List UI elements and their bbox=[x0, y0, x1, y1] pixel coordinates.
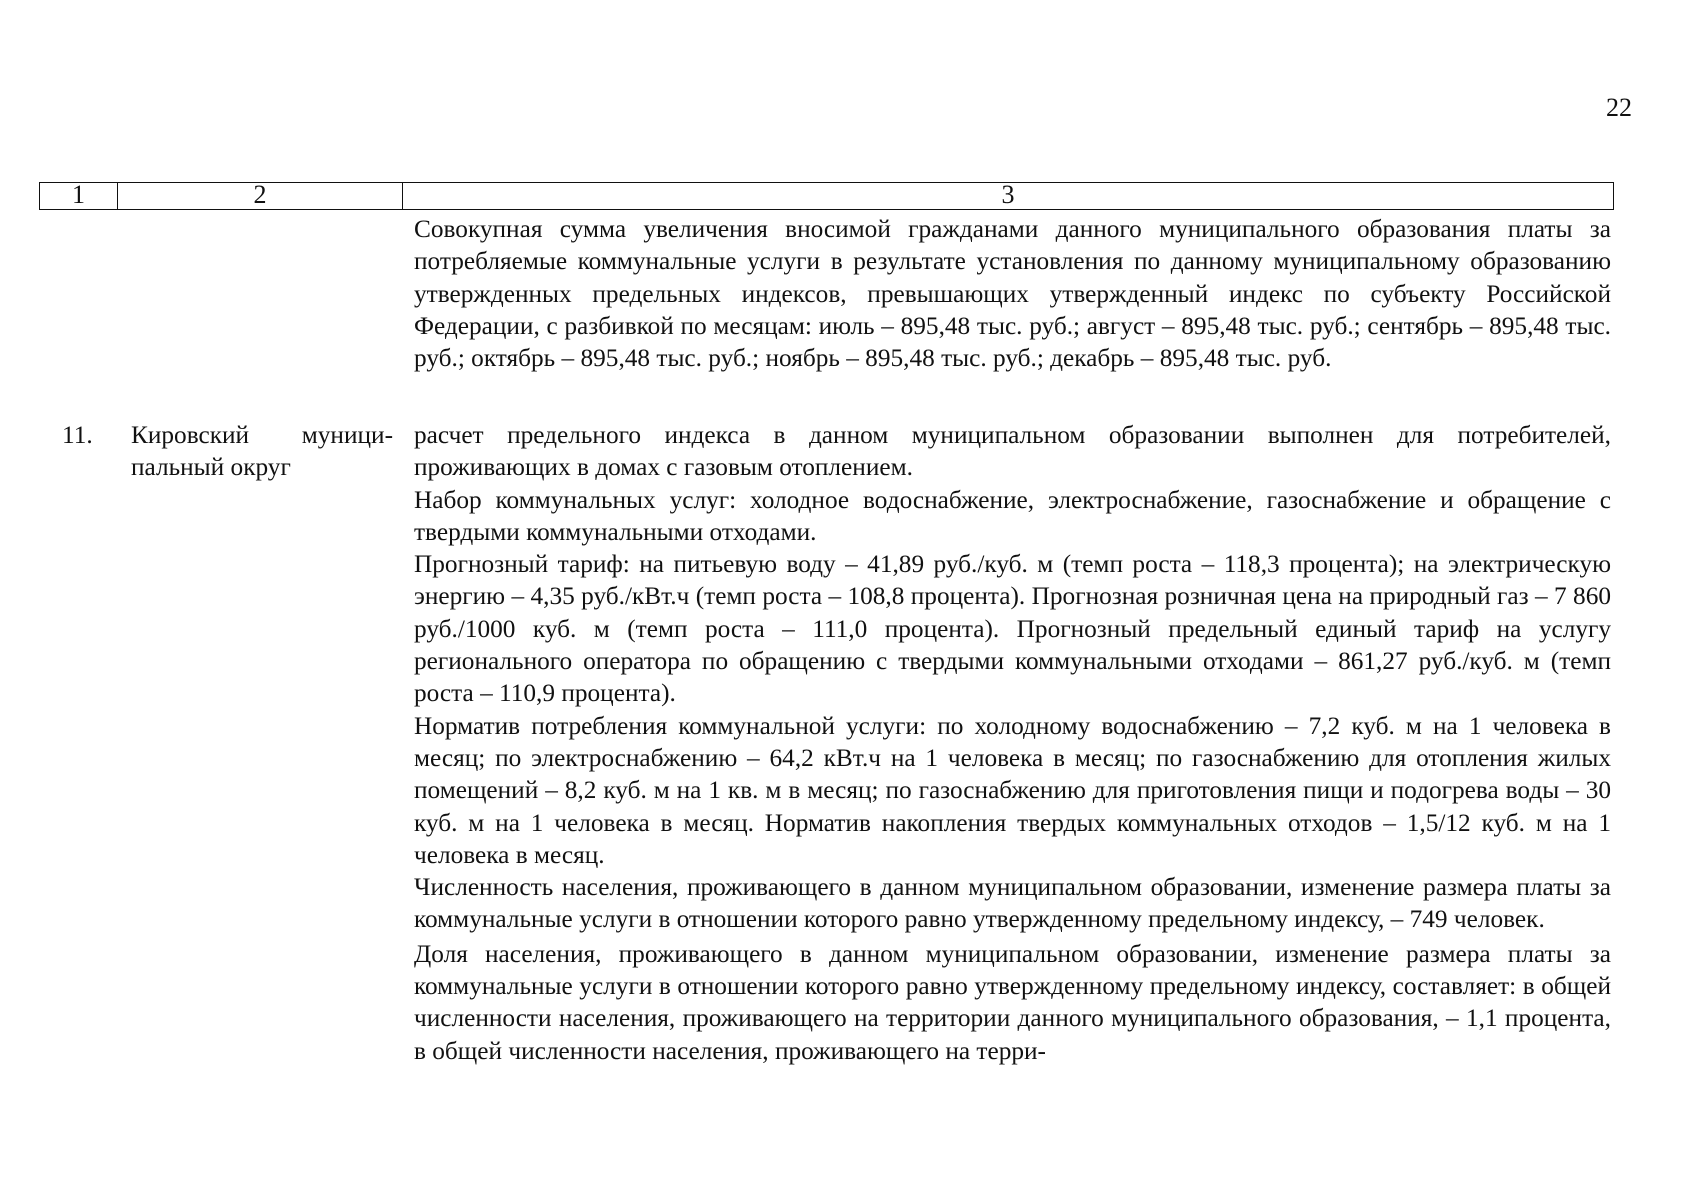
entry-description bbox=[414, 419, 1611, 1067]
entry-name-word-1: Кировский bbox=[131, 421, 250, 449]
entry-name-line-2: пальный округ bbox=[131, 453, 291, 482]
column-header-2: 2 bbox=[118, 183, 403, 209]
entry-paragraph-tariffs: Прогнозный тариф: на питьевую воду – 41,89 руб./куб. м (темп роста – 118,3 процента); на электрическую энергию – 4,35 руб./кВт.ч (темп роста – 108,8 процента). Прогнозная розничная цена на природный газ – 7 860 руб./1000 куб. м (темп роста – 111,0 процента). Прогнозный предельный единый тариф на услугу регионального оператора по обращению с твердыми коммунальными отходами – 861,27 руб./куб. м (темп роста – 110,9 процента). bbox=[414, 550, 1611, 708]
page-number: 22 bbox=[1606, 93, 1632, 122]
continuation-paragraph-block bbox=[414, 213, 1611, 374]
entry-paragraph-share: Доля населения, проживающего в данном муниципальном образовании, изменение размера платы за коммунальные услуги в отношении которого равно утвержденному предельному индексу, составляет: в общей численности населения, проживающего на территории данного муниципального образования, – 1,1 процента, в общей численности населения, проживающего на терри- bbox=[414, 939, 1611, 1065]
entry-number: 11. bbox=[62, 421, 93, 449]
continuation-paragraph: Совокупная сумма увеличения вносимой гражданами данного муниципального образования платы за потребляемые коммунальные услуги в результате установления по данному муниципальному образованию утвержденных предельных индексов, превышающих утвержденный индекс по субъекту Российской Федерации, с разбивкой по месяцам: июль – 895,48 тыс. руб.; август – 895,48 тыс. руб.; сентябрь – 895,48 тыс. руб.; октябрь – 895,48 тыс. руб.; ноябрь – 895,48 тыс. руб.; декабрь – 895,48 тыс. руб. bbox=[414, 215, 1611, 373]
entry-name-word-2: муници- bbox=[301, 421, 393, 449]
entry-municipality-name bbox=[131, 419, 393, 484]
column-header-1: 1 bbox=[40, 183, 118, 209]
table-header-row bbox=[39, 182, 1614, 210]
entry-paragraph-calculation: расчет предельного индекса в данном муниципальном образовании выполнен для потребителей, проживающих в домах с газовым отоплением. bbox=[414, 421, 1611, 482]
entry-paragraph-services: Набор коммунальных услуг: холодное водоснабжение, электроснабжение, газоснабжение и обращение с твердыми коммунальными отходами. bbox=[414, 485, 1611, 546]
entry-paragraph-norms: Норматив потребления коммунальной услуги: по холодному водоснабжению – 7,2 куб. м на 1 человека в месяц; по электроснабжению – 64,2 кВт.ч на 1 человека в месяц; по газоснабжению для отопления жилых помещений – 8,2 куб. м на 1 кв. м в месяц; по газоснабжению для приготовления пищи и подогрева воды – 30 куб. м на 1 человека в месяц. Норматив накопления твердых коммунальных отходов – 1,5/12 куб. м на 1 человека в месяц. bbox=[414, 711, 1611, 869]
entry-paragraph-population: Численность населения, проживающего в данном муниципальном образовании, изменение размера платы за коммунальные услуги в отношении которого равно утвержденному предельному индексу, – 749 человек. bbox=[414, 873, 1611, 934]
column-header-3: 3 bbox=[1001, 180, 1015, 209]
